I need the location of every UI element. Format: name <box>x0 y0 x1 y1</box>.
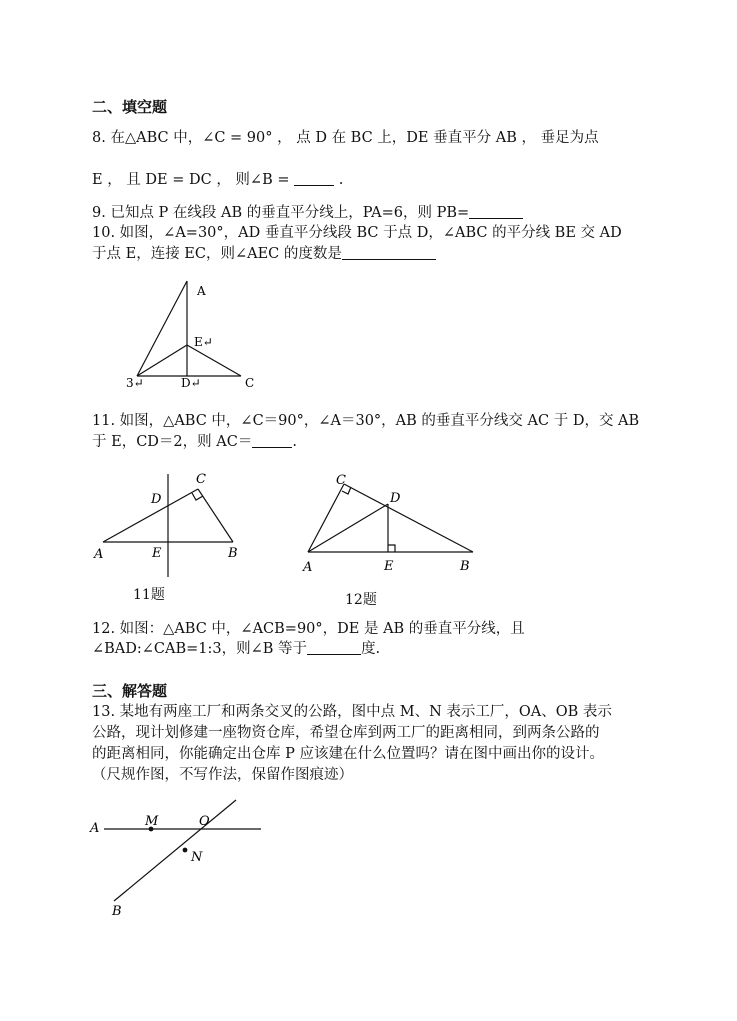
label-C: C <box>336 473 346 488</box>
label-D: D↵ <box>181 376 201 390</box>
label-A: A <box>90 821 100 836</box>
question-13-line-3: 的距离相同，你能确定出仓库 P 应该建在什么位置吗？请在图中画出你的设计。 <box>92 746 604 762</box>
segment-EC <box>187 345 241 376</box>
right-angle-mark-E <box>388 545 395 552</box>
question-12-answer-blank[interactable] <box>307 640 361 655</box>
label-D: D <box>390 491 401 506</box>
question-12-end: 度. <box>361 641 381 657</box>
label-E: E <box>152 546 162 561</box>
question-9 <box>92 203 523 223</box>
segment-AB <box>137 281 187 376</box>
question-10-line-2 <box>92 244 436 264</box>
label-O: O <box>199 814 210 829</box>
label-E: E↵ <box>194 335 213 349</box>
label-B: 3↵ <box>126 376 144 390</box>
question-8-line-2-text: E ， 且 DE = DC ， 则∠B = <box>92 172 290 188</box>
label-A: A <box>197 284 206 298</box>
question-11-answer-blank[interactable] <box>252 433 292 448</box>
label-B: B <box>460 559 470 574</box>
label-C: C <box>245 376 255 390</box>
figure-12-caption: 12题 <box>345 592 377 608</box>
question-10-line-1: 10. 如图，∠A=30°，AD 垂直平分线段 BC 于点 D，∠ABC 的平分线 BE 交 AD <box>92 225 622 241</box>
question-10-line-2-text: 于点 E，连接 EC，则∠AEC 的度数是 <box>92 246 342 262</box>
question-12-line-1: 12. 如图：△ABC 中，∠ACB=90°，DE 是 AB 的垂直平分线，且 <box>92 621 525 637</box>
question-10-figure <box>120 275 270 395</box>
question-11-line-1: 11. 如图，△ABC 中，∠C＝90°，∠A＝30°，AB 的垂直平分线交 AC 于 D，交 AB <box>92 413 640 429</box>
question-13-line-1: 13. 某地有两座工厂和两条交叉的公路，图中点 M、N 表示工厂，OA、OB 表示 <box>92 704 612 720</box>
question-12-line-2-text: ∠BAD:∠CAB=1:3，则∠B 等于 <box>92 641 308 657</box>
section-heading-fill-in: 二、填空题 <box>92 98 168 116</box>
question-11-end: . <box>292 434 297 450</box>
question-9-answer-blank[interactable] <box>469 204 523 219</box>
figure-11-caption: 11题 <box>133 587 165 603</box>
question-11-line-2 <box>92 432 297 452</box>
section-heading-solve: 三、解答题 <box>92 682 168 700</box>
label-A: A <box>303 560 313 575</box>
right-angle-mark-C <box>342 487 351 494</box>
question-13-line-2: 公路，现计划修建一座物资仓库，希望仓库到两工厂的距离相同，到两条公路的 <box>92 725 600 741</box>
question-8-end: . <box>338 172 344 188</box>
figure-11 <box>88 467 258 582</box>
question-8-line-2 <box>92 170 343 190</box>
segment-AD <box>308 504 388 552</box>
question-8-line-1: 8. 在△ABC 中，∠C = 90° ， 点 D 在 BC 上，DE 垂直平分 AB ， 垂足为点 <box>92 130 599 146</box>
question-13-line-4: （尺规作图，不写作法，保留作图痕迹） <box>92 767 353 783</box>
label-N: N <box>191 850 203 865</box>
label-M: M <box>145 814 159 829</box>
label-B: B <box>112 904 122 919</box>
segment-CB <box>198 489 233 542</box>
label-D: D <box>151 492 162 507</box>
label-A: A <box>94 547 104 562</box>
question-10-answer-blank[interactable] <box>342 245 436 260</box>
label-B: B <box>228 546 238 561</box>
factory-N-point <box>183 848 188 853</box>
figure-12 <box>298 472 488 582</box>
label-C: C <box>196 472 206 487</box>
road-OB <box>114 800 236 901</box>
label-E: E <box>384 559 394 574</box>
question-12-line-2 <box>92 639 380 659</box>
question-11-line-2-text: 于 E，CD＝2，则 AC＝ <box>92 434 253 450</box>
segment-CB <box>344 484 473 552</box>
question-8-answer-blank[interactable] <box>294 171 334 186</box>
question-9-text: 9. 已知点 P 在线段 AB 的垂直平分线上，PA=6，则 PB= <box>92 205 470 221</box>
question-13-figure <box>88 798 273 923</box>
